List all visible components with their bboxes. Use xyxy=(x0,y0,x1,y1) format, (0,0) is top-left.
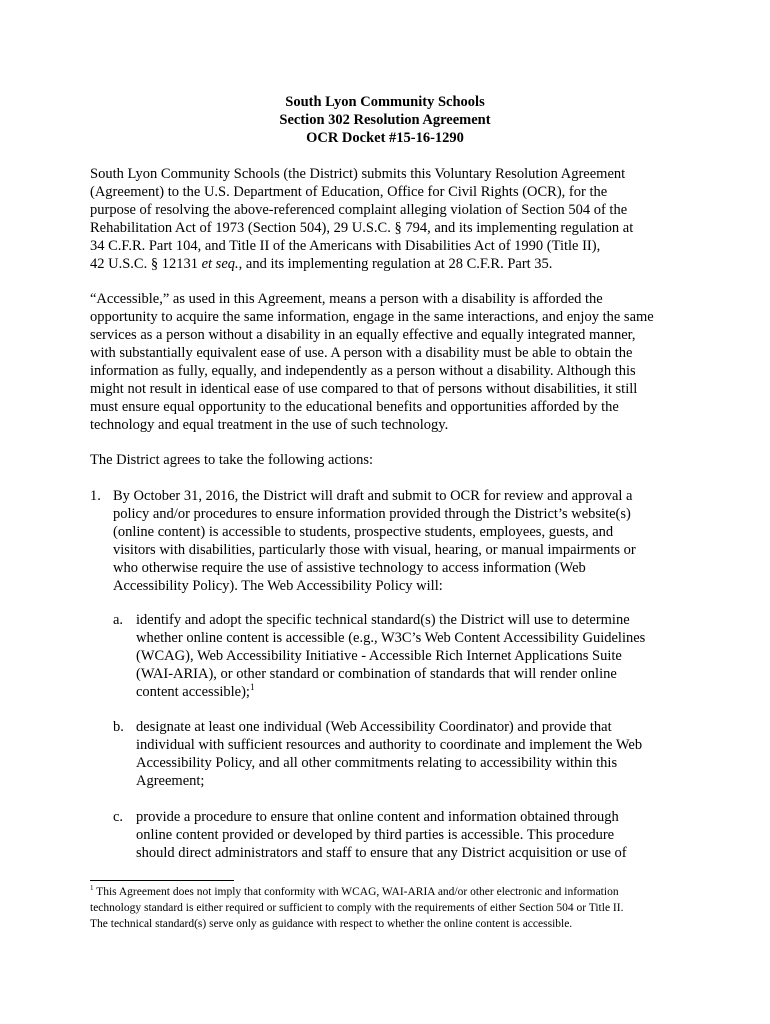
definition-line: technology and equal treatment in the use of such technology. xyxy=(90,417,449,433)
intro-line-6-start: 42 U.S.C. § 12131 xyxy=(90,256,202,272)
et-seq-italic: et seq. xyxy=(201,256,239,272)
title-line-1: South Lyon Community Schools xyxy=(285,94,485,110)
definition-line: with substantially equivalent ease of use. A person with a disability must be able to obtain the xyxy=(90,345,633,361)
footnote-divider xyxy=(90,880,234,881)
sub-b-line: individual with sufficient resources and authority to coordinate and implement the Web xyxy=(136,737,643,753)
intro-paragraph xyxy=(90,165,633,273)
definition-line: services as a person without a disability in an equally effective and equally integrated manner, xyxy=(90,327,636,343)
footnote-line-1 xyxy=(90,884,623,900)
intro-line-6 xyxy=(90,255,633,273)
title-line-2: Section 302 Resolution Agreement xyxy=(279,112,491,128)
intro-line: Rehabilitation Act of 1973 (Section 504), 29 U.S.C. § 794, and its implementing regulation at xyxy=(90,220,634,236)
sub-a-line-5-text: content accessible); xyxy=(136,684,250,700)
definition-line: must ensure equal opportunity to the educational benefits and opportunities afforded by the xyxy=(90,399,619,415)
sub-item-c-text xyxy=(136,808,627,862)
intro-line: 34 C.F.R. Part 104, and Title II of the Americans with Disabilities Act of 1990 (Title II), xyxy=(90,238,601,254)
accessible-definition-paragraph xyxy=(90,290,654,434)
item-1-line: (online content) is accessible to students, prospective students, employees, guests, and xyxy=(113,524,614,540)
item-1-line: Accessibility Policy). The Web Accessibility Policy will: xyxy=(113,578,443,594)
sub-b-line: designate at least one individual (Web Accessibility Coordinator) and provide that xyxy=(136,719,612,735)
item-1-line: policy and/or procedures to ensure information provided through the District’s website(s) xyxy=(113,506,631,522)
sub-b-line: Agreement; xyxy=(136,773,205,789)
intro-line: South Lyon Community Schools (the District) submits this Voluntary Resolution Agreement xyxy=(90,166,626,182)
sub-item-b-text xyxy=(136,718,642,790)
intro-line-6-end: , and its implementing regulation at 28 C.F.R. Part 35. xyxy=(238,256,553,272)
footnote-reference[interactable]: 1 xyxy=(249,682,255,693)
sub-a-line: identify and adopt the specific technical standard(s) the District will use to determine xyxy=(136,612,630,628)
document-title xyxy=(0,93,770,147)
item-1-line: who otherwise require the use of assistive technology to access information (Web xyxy=(113,560,586,576)
intro-line: (Agreement) to the U.S. Department of Education, Office for Civil Rights (OCR), for the xyxy=(90,184,608,200)
sub-b-line: Accessibility Policy, and all other commitments relating to accessibility within this xyxy=(136,755,618,771)
definition-line: might not result in identical ease of use compared to that of persons without disabilities, it still xyxy=(90,381,638,397)
sub-item-c-label: c. xyxy=(113,809,124,825)
footnote-text-1: This Agreement does not imply that conformity with WCAG, WAI-ARIA and/or other electronic and information xyxy=(93,886,619,898)
sub-item-a-text xyxy=(136,611,645,701)
definition-line: “Accessible,” as used in this Agreement, means a person with a disability is afforded the xyxy=(90,291,603,307)
definition-line: information as fully, equally, and independently as a person without a disability. Although this xyxy=(90,363,636,379)
item-1-text xyxy=(113,487,636,595)
agrees-sentence: The District agrees to take the following actions: xyxy=(90,452,374,468)
sub-a-line-5 xyxy=(136,683,645,701)
sub-a-line: (WAI-ARIA), or other standard or combination of standards that will render online xyxy=(136,666,617,682)
footnote-line: The technical standard(s) serve only as guidance with respect to whether the online content is accessible. xyxy=(90,918,573,930)
footnote-line: technology standard is either required or sufficient to comply with the requirements of either Section 504 or Title II. xyxy=(90,902,624,914)
sub-c-line: should direct administrators and staff to ensure that any District acquisition or use of xyxy=(136,845,627,861)
definition-line: opportunity to acquire the same information, engage in the same interactions, and enjoy the same xyxy=(90,309,654,325)
sub-c-line: online content provided or developed by third parties is accessible. This procedure xyxy=(136,827,615,843)
footnote xyxy=(90,884,623,932)
footnote-mark: 1 xyxy=(90,884,94,893)
sub-a-line: whether online content is accessible (e.g., W3C’s Web Content Accessibility Guidelines xyxy=(136,630,646,646)
item-1-line: By October 31, 2016, the District will draft and submit to OCR for review and approval a xyxy=(113,488,633,504)
item-1-number: 1. xyxy=(90,488,101,504)
sub-a-line: (WCAG), Web Accessibility Initiative - Accessible Rich Internet Applications Suite xyxy=(136,648,622,664)
title-line-3: OCR Docket #15-16-1290 xyxy=(306,130,464,146)
item-1-line: visitors with disabilities, particularly those with visual, hearing, or manual impairments or xyxy=(113,542,636,558)
sub-item-a-label: a. xyxy=(113,612,124,628)
sub-item-b-label: b. xyxy=(113,719,124,735)
sub-c-line: provide a procedure to ensure that online content and information obtained through xyxy=(136,809,619,825)
intro-line: purpose of resolving the above-referenced complaint alleging violation of Section 504 of the xyxy=(90,202,628,218)
